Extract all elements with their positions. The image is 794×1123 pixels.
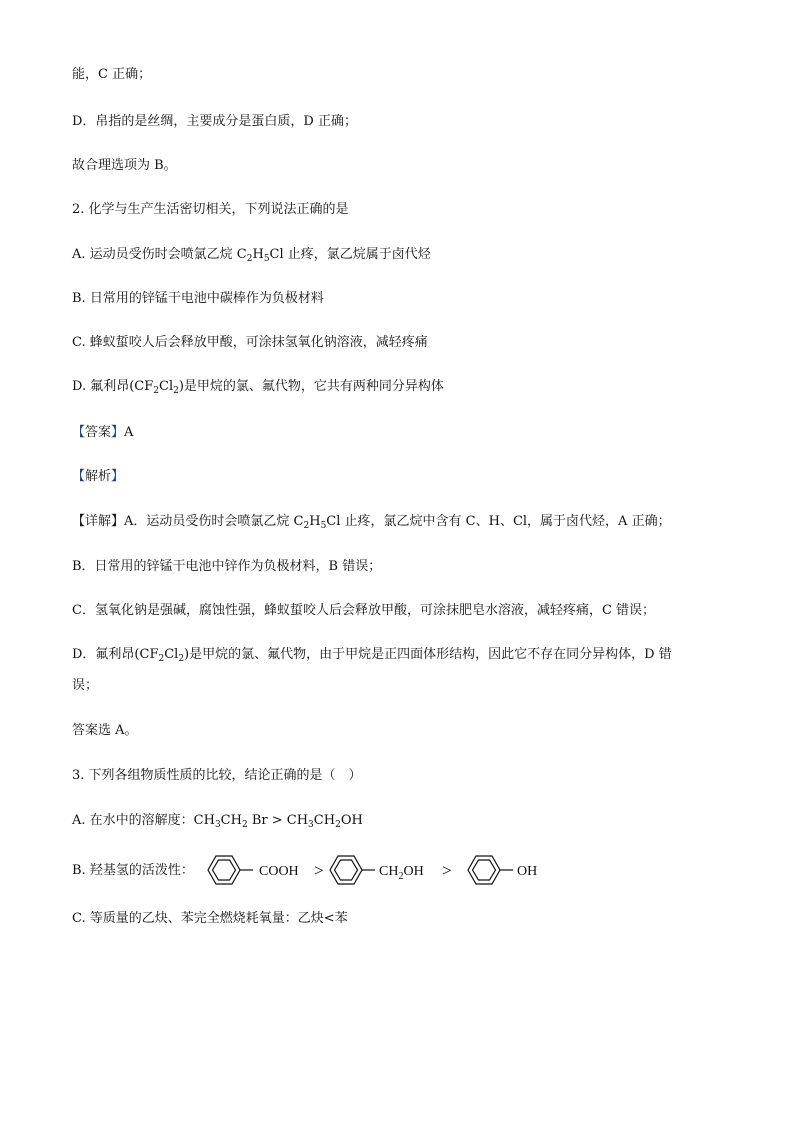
detail-text: H <box>309 514 321 529</box>
question-3-option-a <box>72 812 732 830</box>
subscript: 5 <box>263 254 270 264</box>
option-text: OH <box>340 813 363 828</box>
detail-text: A．运动员受伤时会喷氯乙烷 C <box>124 514 304 529</box>
cooh-group: COOH <box>259 864 299 879</box>
subscript: 2 <box>173 386 179 396</box>
question-3-option-b <box>72 852 572 888</box>
subscript: 5 <box>320 521 327 531</box>
answer-value: A <box>124 425 134 440</box>
text-line <box>72 113 732 131</box>
option-text: C. 等质量的乙炔、苯完全燃烧耗氧量：乙炔<苯 <box>72 911 348 926</box>
benzene-ring-icon <box>208 856 253 884</box>
detail-line-d-cont <box>72 677 732 695</box>
text-line <box>72 157 732 175</box>
bracket: 】 <box>111 425 125 440</box>
option-text: H <box>252 247 264 262</box>
answer-label: 答案 <box>85 425 112 440</box>
benzene-ring-icon <box>468 856 513 884</box>
detail-label: 【详解】 <box>72 514 125 529</box>
option-text: Br > CH <box>247 813 309 828</box>
option-text: A. 运动员受伤时会喷氯乙烷 C <box>72 247 247 262</box>
answer-select-line <box>72 722 732 740</box>
bracket: 【 <box>72 425 86 440</box>
question-3-option-c <box>72 910 732 928</box>
question-2-option-b <box>72 290 732 308</box>
answer-select-text: 答案选 A。 <box>72 723 138 738</box>
option-text: C. 蜂蚁蜇咬人后会释放甲酸，可涂抹氢氧化钠溶液，减轻疼痛 <box>72 335 428 350</box>
detail-line-a <box>72 513 732 531</box>
benzene-ring-icon <box>330 856 375 884</box>
detail-text: B．日常用的锌锰干电池中锌作为负极材料，B 错误； <box>72 559 382 574</box>
line-text: 能，C 正确； <box>72 67 152 82</box>
question-2-option-d <box>72 378 732 396</box>
question-3-stem <box>72 767 732 785</box>
option-text: B. 羟基氢的活泼性： <box>72 863 194 878</box>
answer-line <box>72 424 732 442</box>
subscript: 2 <box>246 254 253 264</box>
text-line <box>72 66 732 84</box>
oh-group: OH <box>517 864 538 879</box>
detail-line-b <box>72 558 732 576</box>
detail-text: Cl <box>164 647 179 662</box>
detail-text: )是甲烷的氯、氟代物，由于甲烷是正四面体形结构，因此它不存在同分异构体，D 错 <box>184 647 672 662</box>
subscript: 3 <box>308 820 314 830</box>
detail-text: Cl 止疼，氯乙烷中含有 C、H、Cl，属于卤代烃，A 正确； <box>326 514 671 529</box>
subscript: 2 <box>241 820 248 830</box>
detail-text: 误； <box>72 678 99 693</box>
line-text: 故合理选项为 B。 <box>72 158 177 173</box>
subscript: 3 <box>214 820 221 830</box>
subscript: 2 <box>178 654 185 664</box>
subscript: 2 <box>303 521 310 531</box>
bracket: 【 <box>72 469 86 484</box>
greater-than-sign: > <box>314 861 324 880</box>
option-text: Cl 止疼，氯乙烷属于卤代烃 <box>269 247 431 262</box>
line-text: D．帛指的是丝绸，主要成分是蛋白质，D 正确； <box>72 114 357 129</box>
detail-text: C．氢氧化钠是强碱，腐蚀性强，蜂蚁蜇咬人后会释放甲酸，可涂抹肥皂水溶液，减轻疼痛，C 错误； <box>72 603 656 618</box>
option-text: CH <box>313 813 336 828</box>
option-text: D. 氟利昂(CF <box>72 379 154 394</box>
subscript: 2 <box>335 820 341 830</box>
analysis-line <box>72 468 732 486</box>
option-text: A. 在水中的溶解度：CH <box>72 813 215 828</box>
subscript: 2 <box>158 654 165 664</box>
question-2-option-a <box>72 246 732 264</box>
question-stem-text: 2. 化学与生产生活密切相关，下列说法正确的是 <box>72 202 349 217</box>
question-2-stem <box>72 201 732 219</box>
analysis-label: 解析 <box>85 469 112 484</box>
bracket: 】 <box>111 469 125 484</box>
option-text: CH <box>220 813 242 828</box>
question-2-option-c <box>72 334 732 352</box>
detail-text: D．氟利昂(CF <box>72 647 159 662</box>
option-text: Cl <box>159 379 174 394</box>
greater-than-sign: > <box>442 861 452 880</box>
chem-structures <box>72 852 572 888</box>
ch2oh-group: $CH_2OH$ <box>379 864 424 882</box>
option-text: B. 日常用的锌锰干电池中碳棒作为负极材料 <box>72 291 324 306</box>
option-text: )是甲烷的氯、氟代物，它共有两种同分异构体 <box>178 379 444 394</box>
detail-line-c <box>72 602 732 620</box>
question-stem-text: 3. 下列各组物质性质的比较，结论正确的是（ ） <box>72 768 362 783</box>
detail-line-d <box>72 646 732 664</box>
subscript: 2 <box>153 386 159 396</box>
